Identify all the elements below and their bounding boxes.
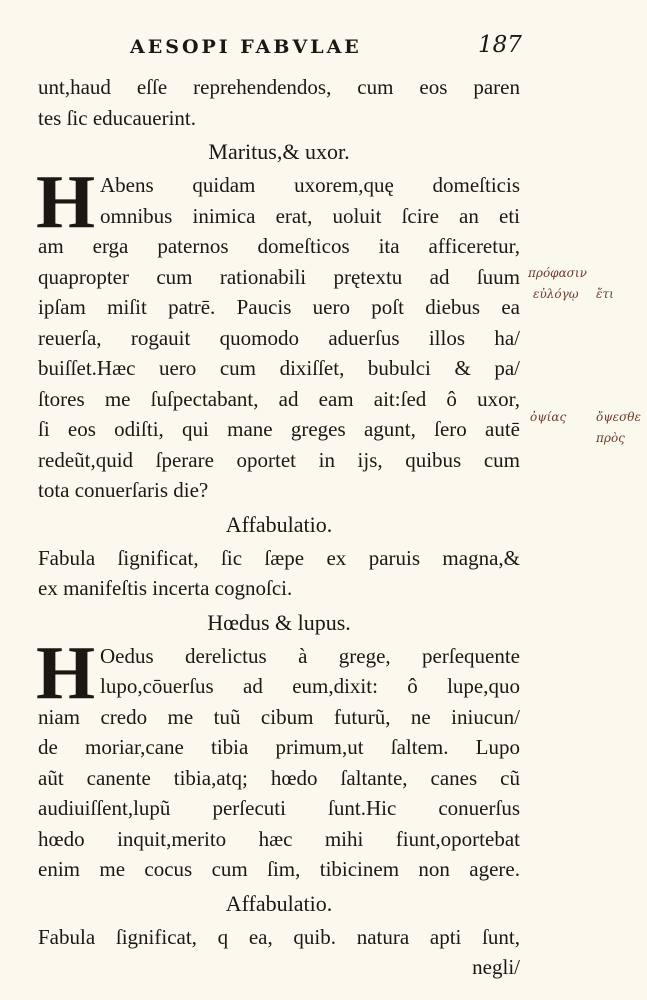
moral-title: Affabulatio. xyxy=(225,890,333,916)
text-line: ſi eos odiſti, qui mane greges agunt, ſero autē xyxy=(38,417,520,441)
margin-annotation: ὄψεσθε xyxy=(596,410,641,424)
text-line: ex manifeſtis incerta cognoſci. xyxy=(38,576,293,600)
text-line: enim me cocus cum ſim, tibicinem non agere. xyxy=(38,857,520,881)
fable-title: Hœdus & lupus. xyxy=(207,609,351,635)
margin-annotation: πρόφασιν xyxy=(528,266,587,280)
text-line: Fabula ſignificat, q ea, quib. natura apti ſunt, xyxy=(38,924,520,949)
text-line: aũt canente tibia,atq; hœdo ſaltante, canes cũ xyxy=(38,765,520,790)
text-line: omnibus inimica erat, uoluit ſcire an eti xyxy=(100,203,520,228)
drop-capital: H xyxy=(36,160,96,244)
margin-annotation: ἔτι xyxy=(596,287,614,301)
running-title: AESOPI FABVLAE xyxy=(130,36,362,58)
text-line: am erga paternos domeſticos ita afficeretur, xyxy=(38,234,520,258)
drop-capital: H xyxy=(36,630,96,715)
text-line: Fabula ſignificat, ſic ſæpe ex paruis magna,& xyxy=(38,545,520,570)
text-line: reuerſa, rogauit quomodo aduerſus illos ha/ xyxy=(38,325,520,350)
text-line: tes ſic educauerint. xyxy=(38,105,197,130)
text-line: hœdo inquit,merito hæc mihi fiunt,oportebat xyxy=(38,826,520,851)
catchword: negli/ xyxy=(472,955,520,979)
text-line: de moriar,cane tibia primum,ut ſaltem. Lupo xyxy=(38,735,520,759)
page-header xyxy=(0,32,647,68)
page-number: 187 xyxy=(478,32,522,58)
fable-title: Maritus,& uxor. xyxy=(208,139,350,164)
text-line: redeũt,quid ſperare oportet in ijs, quibus cum xyxy=(38,447,520,472)
text-line: tota conuerſaris die? xyxy=(38,478,209,502)
moral-title: Affabulatio. xyxy=(225,511,333,537)
text-line: Oedus derelictus à grege, perſequente xyxy=(100,643,520,668)
text-line: ſtores me ſuſpectabant, ad eam ait:ſed ô uxor, xyxy=(38,386,520,411)
text-line: buiſſet.Hæc uero cum dixiſſet, bubulci & pa/ xyxy=(38,356,520,380)
text-line: niam credo me tuũ cibum futurũ, ne iniucun/ xyxy=(38,704,520,729)
text-line: unt,haud eſſe reprehendendos, cum eos paren xyxy=(38,75,520,99)
text-line: quapropter cum rationabili prętextu ad ſuum xyxy=(38,264,520,289)
text-line: lupo,cōuerſus ad eum,dixit: ô lupe,quo xyxy=(100,674,520,698)
fable-body xyxy=(36,160,520,506)
main-text-block xyxy=(38,72,520,982)
fable-body xyxy=(36,630,520,885)
text-line: Abens quidam uxorem,quę domeſticis xyxy=(100,173,520,197)
margin-annotation: ὀψίας xyxy=(530,410,567,424)
margin-annotation: εὐλόγῳ xyxy=(533,287,579,301)
margin-annotation: πρὸς xyxy=(596,431,625,445)
text-line: ipſam miſit patrē. Paucis uero poſt diebus ea xyxy=(38,295,520,319)
text-line: audiuiſſent,lupũ perſecuti ſunt.Hic conuerſus xyxy=(38,796,520,820)
